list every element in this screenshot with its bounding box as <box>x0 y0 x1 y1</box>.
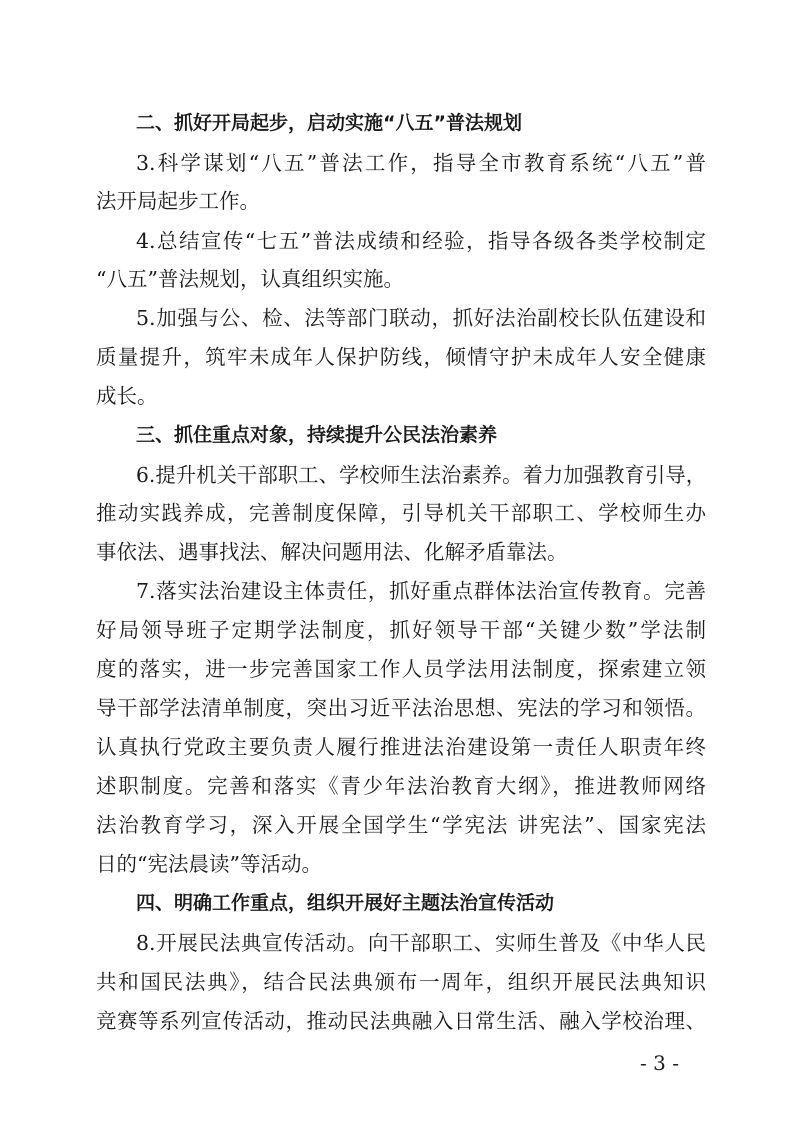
section-heading-3: 三、抓住重点对象，持续提升公民法治素养 <box>136 424 498 446</box>
paragraph-line: 6.提升机关干部职工、学校师生法治素养。着力加强教育引导， <box>136 463 706 487</box>
section-heading-2: 二、抓好开局起步，启动实施“八五”普法规划 <box>136 112 522 134</box>
paragraph-line: 8.开展民法典宣传活动。向干部职工、实师生普及《中华人民 <box>136 931 706 955</box>
paragraph-line: “八五”普法规划，认真组织实施。 <box>96 267 404 291</box>
paragraph-line: 3.科学谋划“八五”普法工作，指导全市教育系统“八五”普 <box>136 151 706 175</box>
paragraph-line: 5.加强与公、检、法等部门联动，抓好法治副校长队伍建设和 <box>136 306 706 330</box>
paragraph-line: 日的“宪法晨读”等活动。 <box>96 852 322 876</box>
paragraph-line: 质量提升，筑牢未成年人保护防线，倾情守护未成年人安全健康 <box>96 345 706 369</box>
paragraph-line: 认真执行党政主要负责人履行推进法治建设第一责任人职责年终 <box>96 735 706 759</box>
paragraph-line: 7.落实法治建设主体责任，抓好重点群体法治宣传教育。完善 <box>136 579 706 603</box>
paragraph-line: 好局领导班子定期学法制度，抓好领导干部“关键少数”学法制 <box>96 618 706 642</box>
paragraph-line: 法开局起步工作。 <box>96 189 260 213</box>
paragraph-line: 成长。 <box>96 384 158 408</box>
paragraph-line: 度的落实，进一步完善国家工作人员学法用法制度，探索建立领 <box>96 657 706 681</box>
paragraph-line: 共和国民法典》，结合民法典颁布一周年，组织开展民法典知识 <box>96 970 706 994</box>
paragraph-line: 导干部学法清单制度，突出习近平法治思想、宪法的学习和领悟。 <box>96 696 706 720</box>
paragraph-line: 述职制度。完善和落实《青少年法治教育大纲》，推进教师网络 <box>96 774 706 798</box>
page-number: - 3 - <box>640 1051 679 1075</box>
paragraph-line: 竞赛等系列宣传活动，推动民法典融入日常生活、融入学校治理、 <box>96 1009 706 1033</box>
paragraph-line: 事依法、遇事找法、解决问题用法、化解矛盾靠法。 <box>96 540 568 564</box>
paragraph-line: 法治教育学习，深入开展全国学生“学宪法 讲宪法”、国家宪法 <box>96 813 706 837</box>
section-heading-4: 四、明确工作重点，组织开展好主题法治宣传活动 <box>136 892 555 914</box>
paragraph-line: 推动实践养成，完善制度保障，引导机关干部职工、学校师生办 <box>96 501 706 525</box>
paragraph-line: 4.总结宣传“七五”普法成绩和经验，指导各级各类学校制定 <box>136 229 706 253</box>
